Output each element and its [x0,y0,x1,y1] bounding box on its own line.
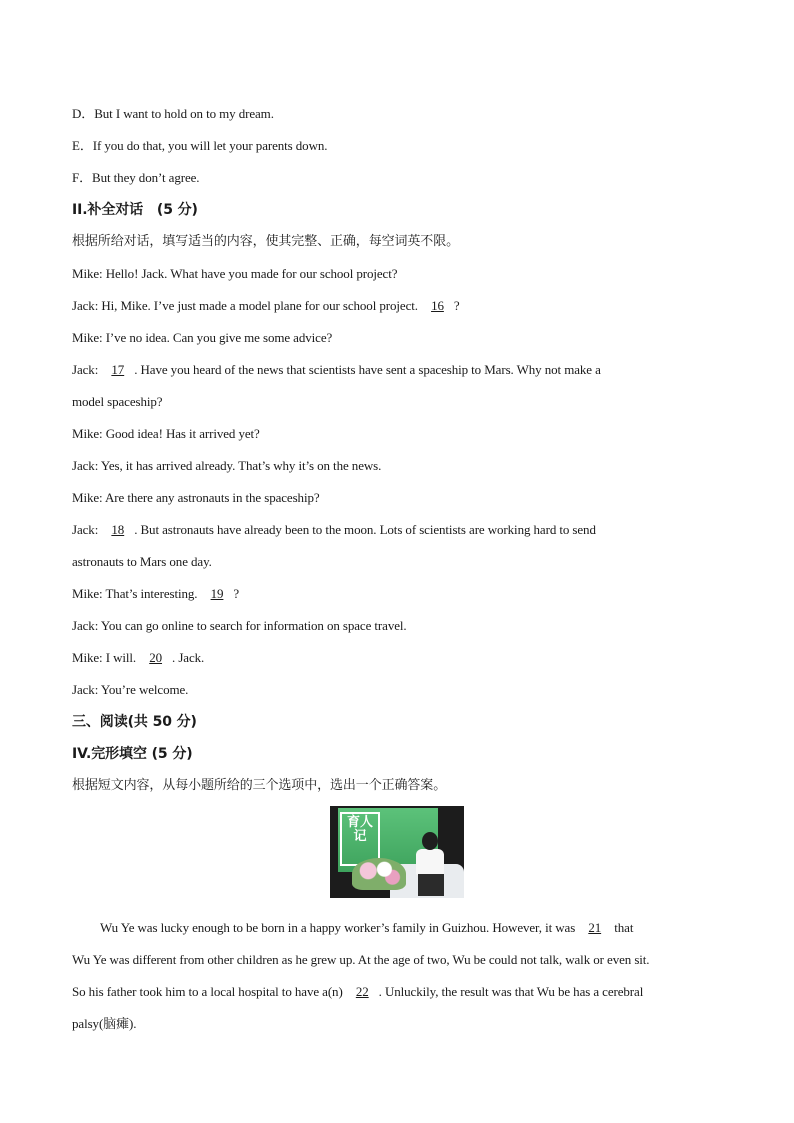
passage-photo [330,806,464,898]
photo-row [72,802,728,912]
dialogue-line [72,354,728,386]
document-page [72,98,728,1040]
photo-person-body [416,849,444,875]
blank-17: 17 [111,362,125,377]
dialogue-line: Jack: Yes, it has arrived already. That’s why it’s on the news. [72,458,382,473]
section-2-instruction: 根据所给对话，填写适当的内容，使其完整、正确，每空词英不限。 [72,234,460,249]
blank-21: 21 [588,920,602,935]
dialogue-line: Mike: Hello! Jack. What have you made for our school project? [72,266,398,281]
dialogue-text: Jack: [72,522,102,537]
section-4-instruction: 根据短文内容，从每小题所给的三个选项中，选出一个正确答案。 [72,778,447,793]
blank-18: 18 [111,522,125,537]
option-f: F．But they don’t agree. [72,170,200,185]
passage-text: that [611,920,634,935]
dialogue-text: ? [453,298,460,313]
dialogue-text: ? [233,586,240,601]
passage-text: Wu Ye was lucky enough to be born in a happy worker’s family in Guizhou. However, it was [100,920,579,935]
passage-line [72,912,728,944]
dialogue-text: . Have you heard of the news that scientists have sent a spaceship to Mars. Why not make a [134,362,601,377]
dialogue-line [72,578,728,610]
section-3-heading: 三、阅读(共 50 分) [72,714,197,730]
section-4-heading: IV.完形填空 (5 分) [72,746,193,762]
option-d: D．But I want to hold on to my dream. [72,106,274,121]
dialogue-text: Mike: That’s interesting. [72,586,201,601]
photo-person-legs [418,874,444,896]
passage-line: Wu Ye was different from other children as he grew up. At the age of two, Wu be could not talk, walk or even sit. [72,952,650,967]
dialogue-text: Mike: I will. [72,650,140,665]
blank-20: 20 [149,650,163,665]
dialogue-line [72,290,728,322]
dialogue-text: . But astronauts have already been to the moon. Lots of scientists are working hard to send [134,522,596,537]
passage-text: So his father took him to a local hospital to have a(n) [72,984,346,999]
section-2-heading: II.补全对话 (5 分) [72,202,198,218]
dialogue-line: Mike: I’ve no idea. Can you give me some advice? [72,330,333,345]
passage-text: . Unluckily, the result was that Wu be has a cerebral [378,984,644,999]
blank-22: 22 [355,984,369,999]
photo-logo: 育人记 [340,812,380,866]
dialogue-line [72,514,728,546]
option-e: E．If you do that, you will let your parents down. [72,138,328,153]
dialogue-line: Mike: Good idea! Has it arrived yet? [72,426,260,441]
dialogue-text: Jack: [72,362,102,377]
dialogue-text: . Jack. [172,650,205,665]
blank-16: 16 [431,298,444,313]
blank-19: 19 [210,586,224,601]
dialogue-line: Mike: Are there any astronauts in the spaceship? [72,490,320,505]
passage-line [72,976,728,1008]
dialogue-line: astronauts to Mars one day. [72,554,212,569]
photo-person-head [422,832,438,850]
photo-flowers [352,858,406,890]
dialogue-line: model spaceship? [72,394,163,409]
dialogue-line: Jack: You’re welcome. [72,682,189,697]
dialogue-text: Jack: Hi, Mike. I’ve just made a model plane for our school project. [72,298,422,313]
dialogue-line: Jack: You can go online to search for information on space travel. [72,618,407,633]
passage-line: palsy(脑瘫). [72,1016,137,1031]
dialogue-line [72,642,728,674]
